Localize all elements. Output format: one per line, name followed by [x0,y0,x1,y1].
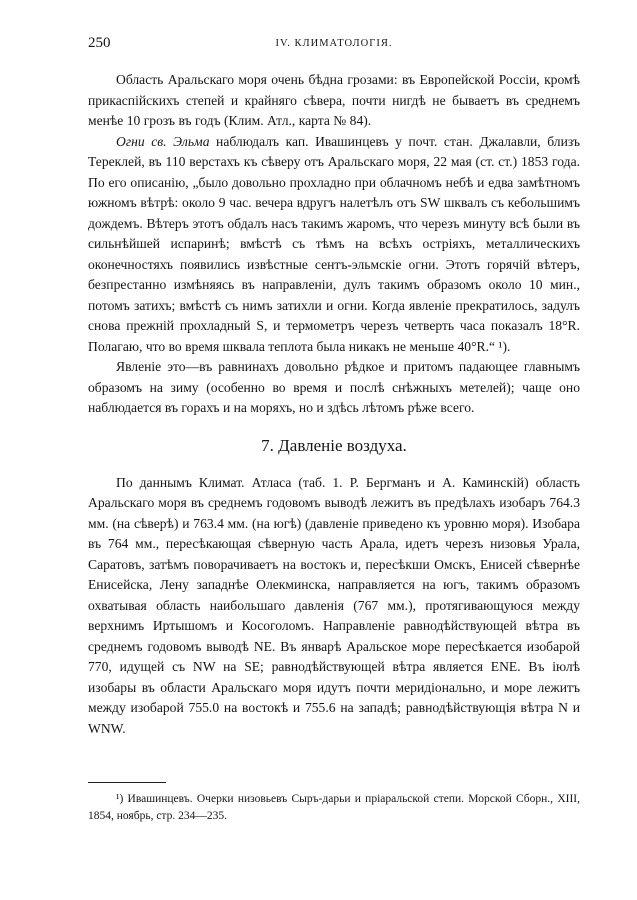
running-title: IV. КЛИМАТОЛОГІЯ. [275,38,393,49]
main-text [88,70,580,739]
paragraph-st-elmo-fire: Огни св. Эльма наблюдалъ кап. Ивашинцевъ у почт. стан. Джалавли, близъ Терeклей, въ 110 верстахъ къ сѣверу отъ Аральскаго моря, 22 мая (ст. ст.) 1853 года. По его описанію, „было довольно прохладно при облачномъ небѣ и едва замѣтномъ южномъ вѣтрѣ: около 9 час. вечера вдругъ налетѣлъ отъ SW шквалъ съ кебольшимъ дождемъ. Вѣтеръ этотъ обдалъ насъ такимъ жаромъ, что черезъ минуту всѣ были въ сильнѣйшей испаринѣ; вмѣстѣ съ тѣмъ на всѣхъ остріяхъ, металлическихъ оконечностяхъ появились извѣстные сентъ-эльмскіе огни. Этотъ горячій вѣтеръ, безпрестанно измѣняясь въ направленіи, дулъ такимъ образомъ около 10 мин., потомъ затихъ; вмѣстѣ съ нимъ затихли и огни. Когда явленіе прекратилось, задулъ снова прежній прохладный S, и термометръ черезъ четверть часа показалъ 18°R. Полагаю, что во время шквала теплота была никакъ не меньше 40°R.“ ¹). [88,133,581,354]
footnote: ¹) Ивашинцевъ. Очерки низовьевъ Сыръ-дарьи и пріаральской степи. Морской Сборн., XIII, 1854, ноябрь, стр. 234—235. [88,793,580,822]
paragraph-phenomenon: Явленіе это—въ равнинахъ довольно рѣдкое и притомъ падающее главнымъ образомъ на зиму (особенно во время и послѣ снѣжныхъ метелей); чаще оно наблюдается въ горахъ и на моряхъ, но и здѣсь лѣтомъ рѣже всего. [88,359,580,415]
italic-lead: Огни св. Эльма [116,133,210,149]
page-number: 250 [88,35,111,51]
paragraph-thunderstorms: Область Аральскаго моря очень бѣдна грозами: въ Европейской Россіи, кромѣ прикаспійскихъ степей и крайняго сѣвера, почти нигдѣ не бываетъ въ среднемъ менѣе 10 грозъ въ годъ (Клим. Атл., карта № 84). [88,72,580,128]
section-heading: 7. Давленіе воздуха. [261,435,407,455]
footnote-divider [88,782,166,783]
paragraph-air-pressure: По даннымъ Климат. Атласа (таб. 1. Р. Бергманъ и А. Каминскій) область Аральскаго моря въ среднемъ годовомъ выводѣ лежитъ въ предѣлахъ изобаръ 764.3 мм. (на сѣверѣ) и 763.4 мм. (на югѣ) (давленіе приведено къ уровню моря). Изобара въ 764 мм., пересѣкающая сѣверную часть Арала, идетъ черезъ низовья Урала, Саратовъ, затѣмъ поворачиваетъ на востокъ и, пересѣкши Омскъ, Енисей сѣвернѣе Енисейска, Лену западнѣе Олекминска, направляется на югъ, такимъ образомъ охватывая область наибольшаго давленія (767 мм.), протягивающуюся между верхнимъ Иртышомъ и Косоголомъ. Направленіе равнодѣйствующей вѣтра въ среднемъ годовомъ выводѣ NE. Въ январѣ Аральское море пересѣкается изобарой 770, идущей съ NW на SE; равнодѣйствующей вѣтра является ENE. Въ іюлѣ изобары въ области Аральскаго моря идутъ почти меридіонально, и море лежитъ между изобарой 755.0 на востокѣ и 755.6 на западѣ; равнодѣйствующія вѣтра N и WNW. [88,474,580,736]
